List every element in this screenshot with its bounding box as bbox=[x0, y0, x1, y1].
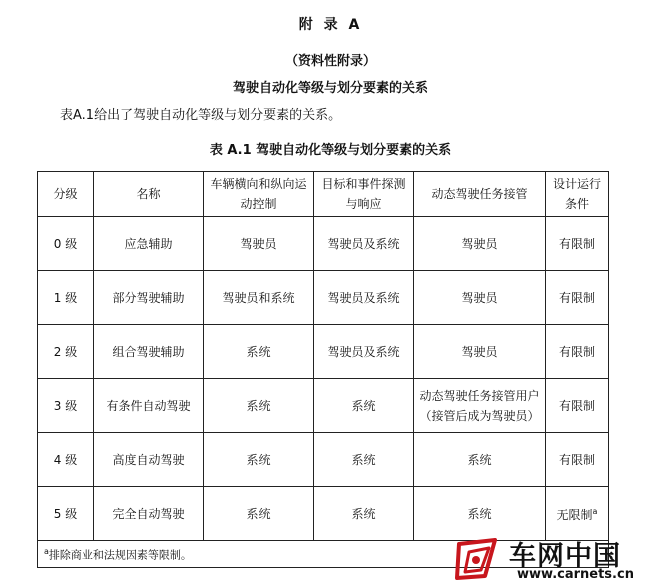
table-cell: 有限制 bbox=[546, 217, 609, 271]
watermark-logo bbox=[455, 534, 655, 584]
appendix-heading: 附 录 A bbox=[298, 17, 363, 33]
table-cell: 有限制 bbox=[546, 433, 609, 487]
table-cell: 4 级 bbox=[38, 433, 94, 487]
table-cell: 系统 bbox=[314, 433, 414, 487]
table-cell: 驾驶员 bbox=[204, 217, 314, 271]
table-cell: 部分驾驶辅助 bbox=[94, 271, 204, 325]
table-cell bbox=[546, 487, 609, 541]
table-cell: 1 级 bbox=[38, 271, 94, 325]
appendix-subtitle: （资料性附录） bbox=[284, 54, 376, 69]
table-row bbox=[38, 325, 609, 379]
watermark-url: www.carnets.cn bbox=[517, 567, 634, 582]
header-cell: 设计运行条件 bbox=[546, 172, 609, 217]
carnets-logo-icon bbox=[455, 538, 507, 580]
watermark-name: 车网中国 bbox=[509, 541, 621, 572]
intro-paragraph: 表A.1给出了驾驶自动化等级与划分要素的关系。 bbox=[60, 108, 342, 123]
table-cell: 3 级 bbox=[38, 379, 94, 433]
header-cell: 动态驾驶任务接管 bbox=[414, 172, 546, 217]
table-caption: 表 A.1 驾驶自动化等级与划分要素的关系 bbox=[209, 143, 452, 158]
table-cell: 系统 bbox=[204, 433, 314, 487]
footnote-marker: a bbox=[44, 547, 49, 556]
table-row bbox=[38, 271, 609, 325]
table-row bbox=[38, 487, 609, 541]
header-cell: 名称 bbox=[94, 172, 204, 217]
header-cell: 车辆横向和纵向运动控制 bbox=[204, 172, 314, 217]
table-cell: 系统 bbox=[314, 379, 414, 433]
table-cell: 0 级 bbox=[38, 217, 94, 271]
appendix-title: 驾驶自动化等级与划分要素的关系 bbox=[232, 81, 428, 96]
table-cell: 有条件自动驾驶 bbox=[94, 379, 204, 433]
table-cell: 有限制 bbox=[546, 271, 609, 325]
table-cell: 有限制 bbox=[546, 325, 609, 379]
table-cell: 有限制 bbox=[546, 379, 609, 433]
table-cell: 5 级 bbox=[38, 487, 94, 541]
footnote-text: 排除商业和法规因素等限制。 bbox=[48, 548, 192, 562]
table-cell: 动态驾驶任务接管用户（接管后成为驾驶员） bbox=[414, 379, 546, 433]
footnote-ref: a bbox=[592, 507, 598, 516]
table-row bbox=[38, 433, 609, 487]
table-cell: 组合驾驶辅助 bbox=[94, 325, 204, 379]
table-cell: 系统 bbox=[414, 487, 546, 541]
table-cell: 完全自动驾驶 bbox=[94, 487, 204, 541]
table-cell: 驾驶员 bbox=[414, 325, 546, 379]
table-cell: 2 级 bbox=[38, 325, 94, 379]
table-header-row bbox=[38, 172, 609, 217]
table-cell: 系统 bbox=[414, 433, 546, 487]
table-row bbox=[38, 379, 609, 433]
table-cell: 驾驶员及系统 bbox=[314, 271, 414, 325]
table-cell: 系统 bbox=[204, 325, 314, 379]
table-cell: 驾驶员及系统 bbox=[314, 325, 414, 379]
header-cell: 目标和事件探测与响应 bbox=[314, 172, 414, 217]
cell-text: 无限制 bbox=[556, 508, 593, 522]
table-cell: 高度自动驾驶 bbox=[94, 433, 204, 487]
table-cell: 驾驶员和系统 bbox=[204, 271, 314, 325]
header-cell: 分级 bbox=[38, 172, 94, 217]
table-cell: 系统 bbox=[204, 487, 314, 541]
table-cell: 驾驶员 bbox=[414, 217, 546, 271]
automation-level-table bbox=[37, 171, 609, 568]
table-cell: 驾驶员 bbox=[414, 271, 546, 325]
table-cell: 应急辅助 bbox=[94, 217, 204, 271]
table-cell: 系统 bbox=[314, 487, 414, 541]
table-row bbox=[38, 217, 609, 271]
table-cell: 驾驶员及系统 bbox=[314, 217, 414, 271]
table-cell: 系统 bbox=[204, 379, 314, 433]
